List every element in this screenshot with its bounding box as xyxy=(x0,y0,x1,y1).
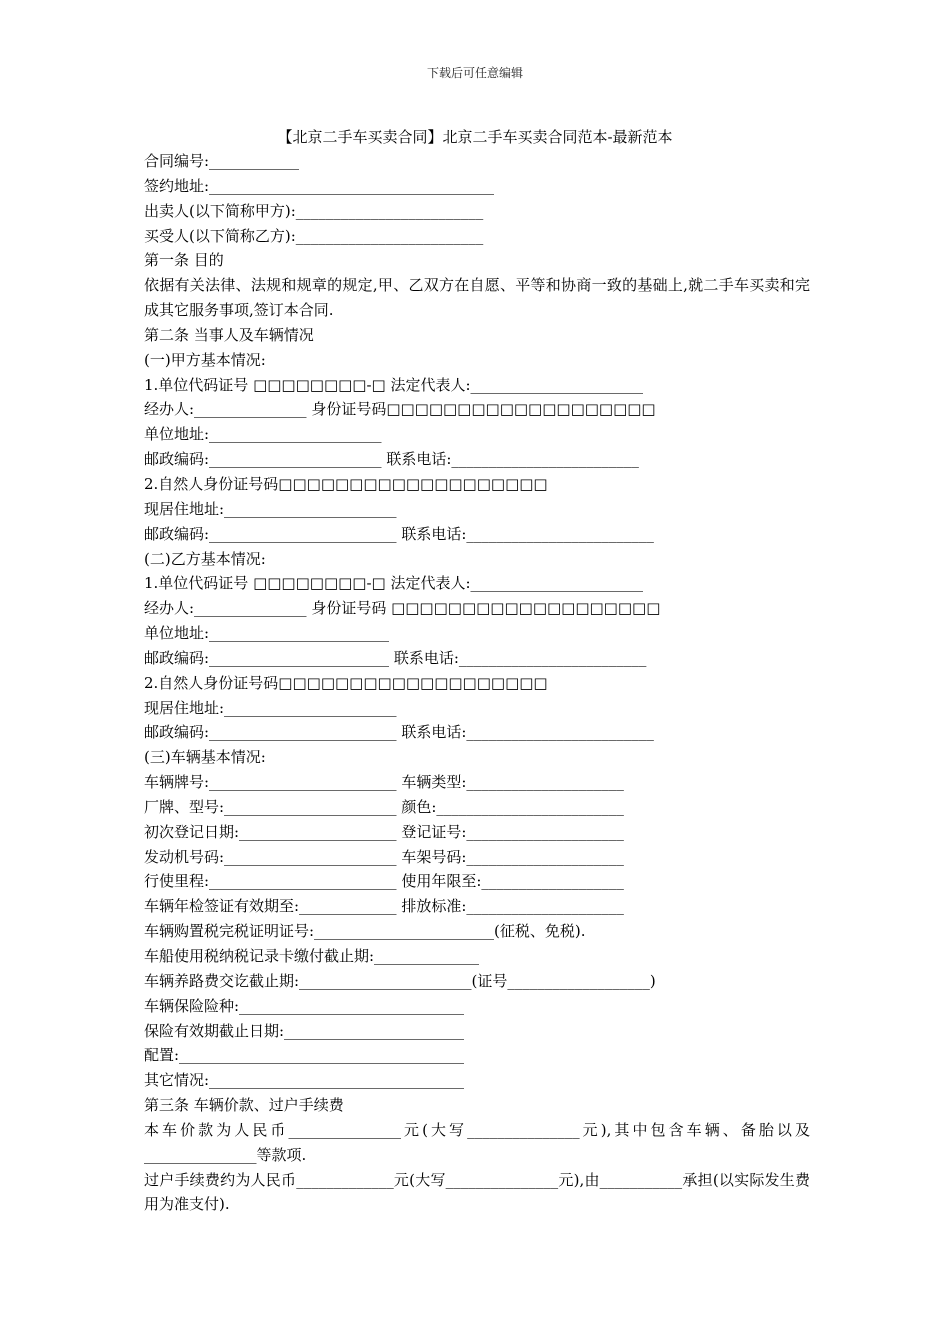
buyer-line: 买受人(以下简称乙方):_________________________ xyxy=(144,226,484,245)
page-header: 下载后可任意编辑 xyxy=(426,66,523,80)
vehicle-engine-line: 发动机号码:_______________________ 车架号码:_____________________ xyxy=(144,847,624,866)
party-b-postal-line: 邮政编码:________________________ 联系电话:_________________________ xyxy=(144,648,647,667)
vehicle-registration-line: 初次登记日期:_____________________ 登记证号:_____________________ xyxy=(144,822,624,841)
article-3-heading: 第三条 车辆价款、过户手续费 xyxy=(144,1096,344,1115)
vehicle-vessel-tax-line: 车船使用税纳税记录卡缴付截止期:______________ xyxy=(144,947,480,965)
vehicle-purchase-tax-line: 车辆购置税完税证明证号:________________________(征税、免税). xyxy=(144,922,586,941)
vehicle-plate-line: 车辆牌号:_________________________ 车辆类型:_____________________ xyxy=(144,773,624,792)
transfer-fee-text: 过户手续费约为人民币_____________元(大写_______________元),由___________承担(以实际发生费用为准支付). xyxy=(144,1170,810,1214)
party-b-address-line: 单位地址:________________________ xyxy=(144,624,390,643)
signing-address-line: 签约地址:______________________________________ xyxy=(144,176,495,195)
other-info-line: 其它情况:__________________________________ xyxy=(144,1071,465,1090)
article-1-heading: 第一条 目的 xyxy=(144,251,224,270)
party-a-postal-line-2: 邮政编码:_________________________ 联系电话:_________________________ xyxy=(144,524,654,543)
vehicle-heading: (三)车辆基本情况: xyxy=(144,748,266,767)
configuration-line: 配置:______________________________________ xyxy=(144,1046,465,1065)
party-a-person-id-line: 2.自然人身份证号码□□□□□□□□□□□□□□□□□□□ xyxy=(144,474,548,493)
party-b-postal-line-2: 邮政编码:_________________________ 联系电话:_________________________ xyxy=(144,723,654,742)
vehicle-price-text: 本车价款为人民币_______________元(大写_______________元),其中包含车辆、备胎以及_______________等款项. xyxy=(144,1120,810,1164)
party-b-heading: (二)乙方基本情况: xyxy=(144,549,266,568)
party-a-address-line: 单位地址:_______________________ xyxy=(144,425,382,444)
contract-body xyxy=(144,149,810,1217)
party-b-org-code-line: 1.单位代码证号 □□□□□□□□-□ 法定代表人:_______________________ xyxy=(144,574,644,593)
document-title: 【北京二手车买卖合同】北京二手车买卖合同范本-最新范本 xyxy=(277,128,673,146)
vehicle-inspection-line: 车辆年检签证有效期至:_____________ 排放标准:_____________________ xyxy=(144,897,624,916)
article-2-heading: 第二条 当事人及车辆情况 xyxy=(144,325,314,344)
article-1-text: 依据有关法律、法规和规章的规定,甲、乙双方在自愿、平等和协商一致的基础上,就二手车买卖和完成其它服务事项,签订本合同. xyxy=(144,276,810,320)
party-a-org-code-line: 1.单位代码证号 □□□□□□□□-□ 法定代表人:_______________________ xyxy=(144,375,644,394)
contract-number-line: 合同编号:____________ xyxy=(144,152,300,170)
insurance-expiry-line: 保险有效期截止日期:________________________ xyxy=(144,1021,465,1040)
party-a-agent-line: 经办人:_______________ 身份证号码□□□□□□□□□□□□□□□□□□□ xyxy=(144,400,656,419)
party-b-person-id-line: 2.自然人身份证号码□□□□□□□□□□□□□□□□□□□ xyxy=(144,673,548,692)
party-a-heading: (一)甲方基本情况: xyxy=(144,350,266,369)
party-a-postal-line: 邮政编码:_______________________ 联系电话:_________________________ xyxy=(144,450,639,469)
vehicle-model-line: 厂牌、型号:_______________________ 颜色:_________________________ xyxy=(144,797,624,816)
vehicle-mileage-line: 行使里程:_________________________ 使用年限至:___________________ xyxy=(144,872,624,891)
seller-line: 出卖人(以下简称甲方):_________________________ xyxy=(144,201,484,220)
party-b-residence-line: 现居住地址:_______________________ xyxy=(144,698,397,717)
vehicle-road-fee-line: 车辆养路费交讫截止期:_______________________(证号___________________) xyxy=(144,971,656,990)
party-a-residence-line: 现居住地址:_______________________ xyxy=(144,499,397,518)
vehicle-insurance-line: 车辆保险险种:______________________________ xyxy=(144,996,465,1015)
party-b-agent-line: 经办人:_______________ 身份证号码 □□□□□□□□□□□□□□□□□□□ xyxy=(144,599,661,618)
